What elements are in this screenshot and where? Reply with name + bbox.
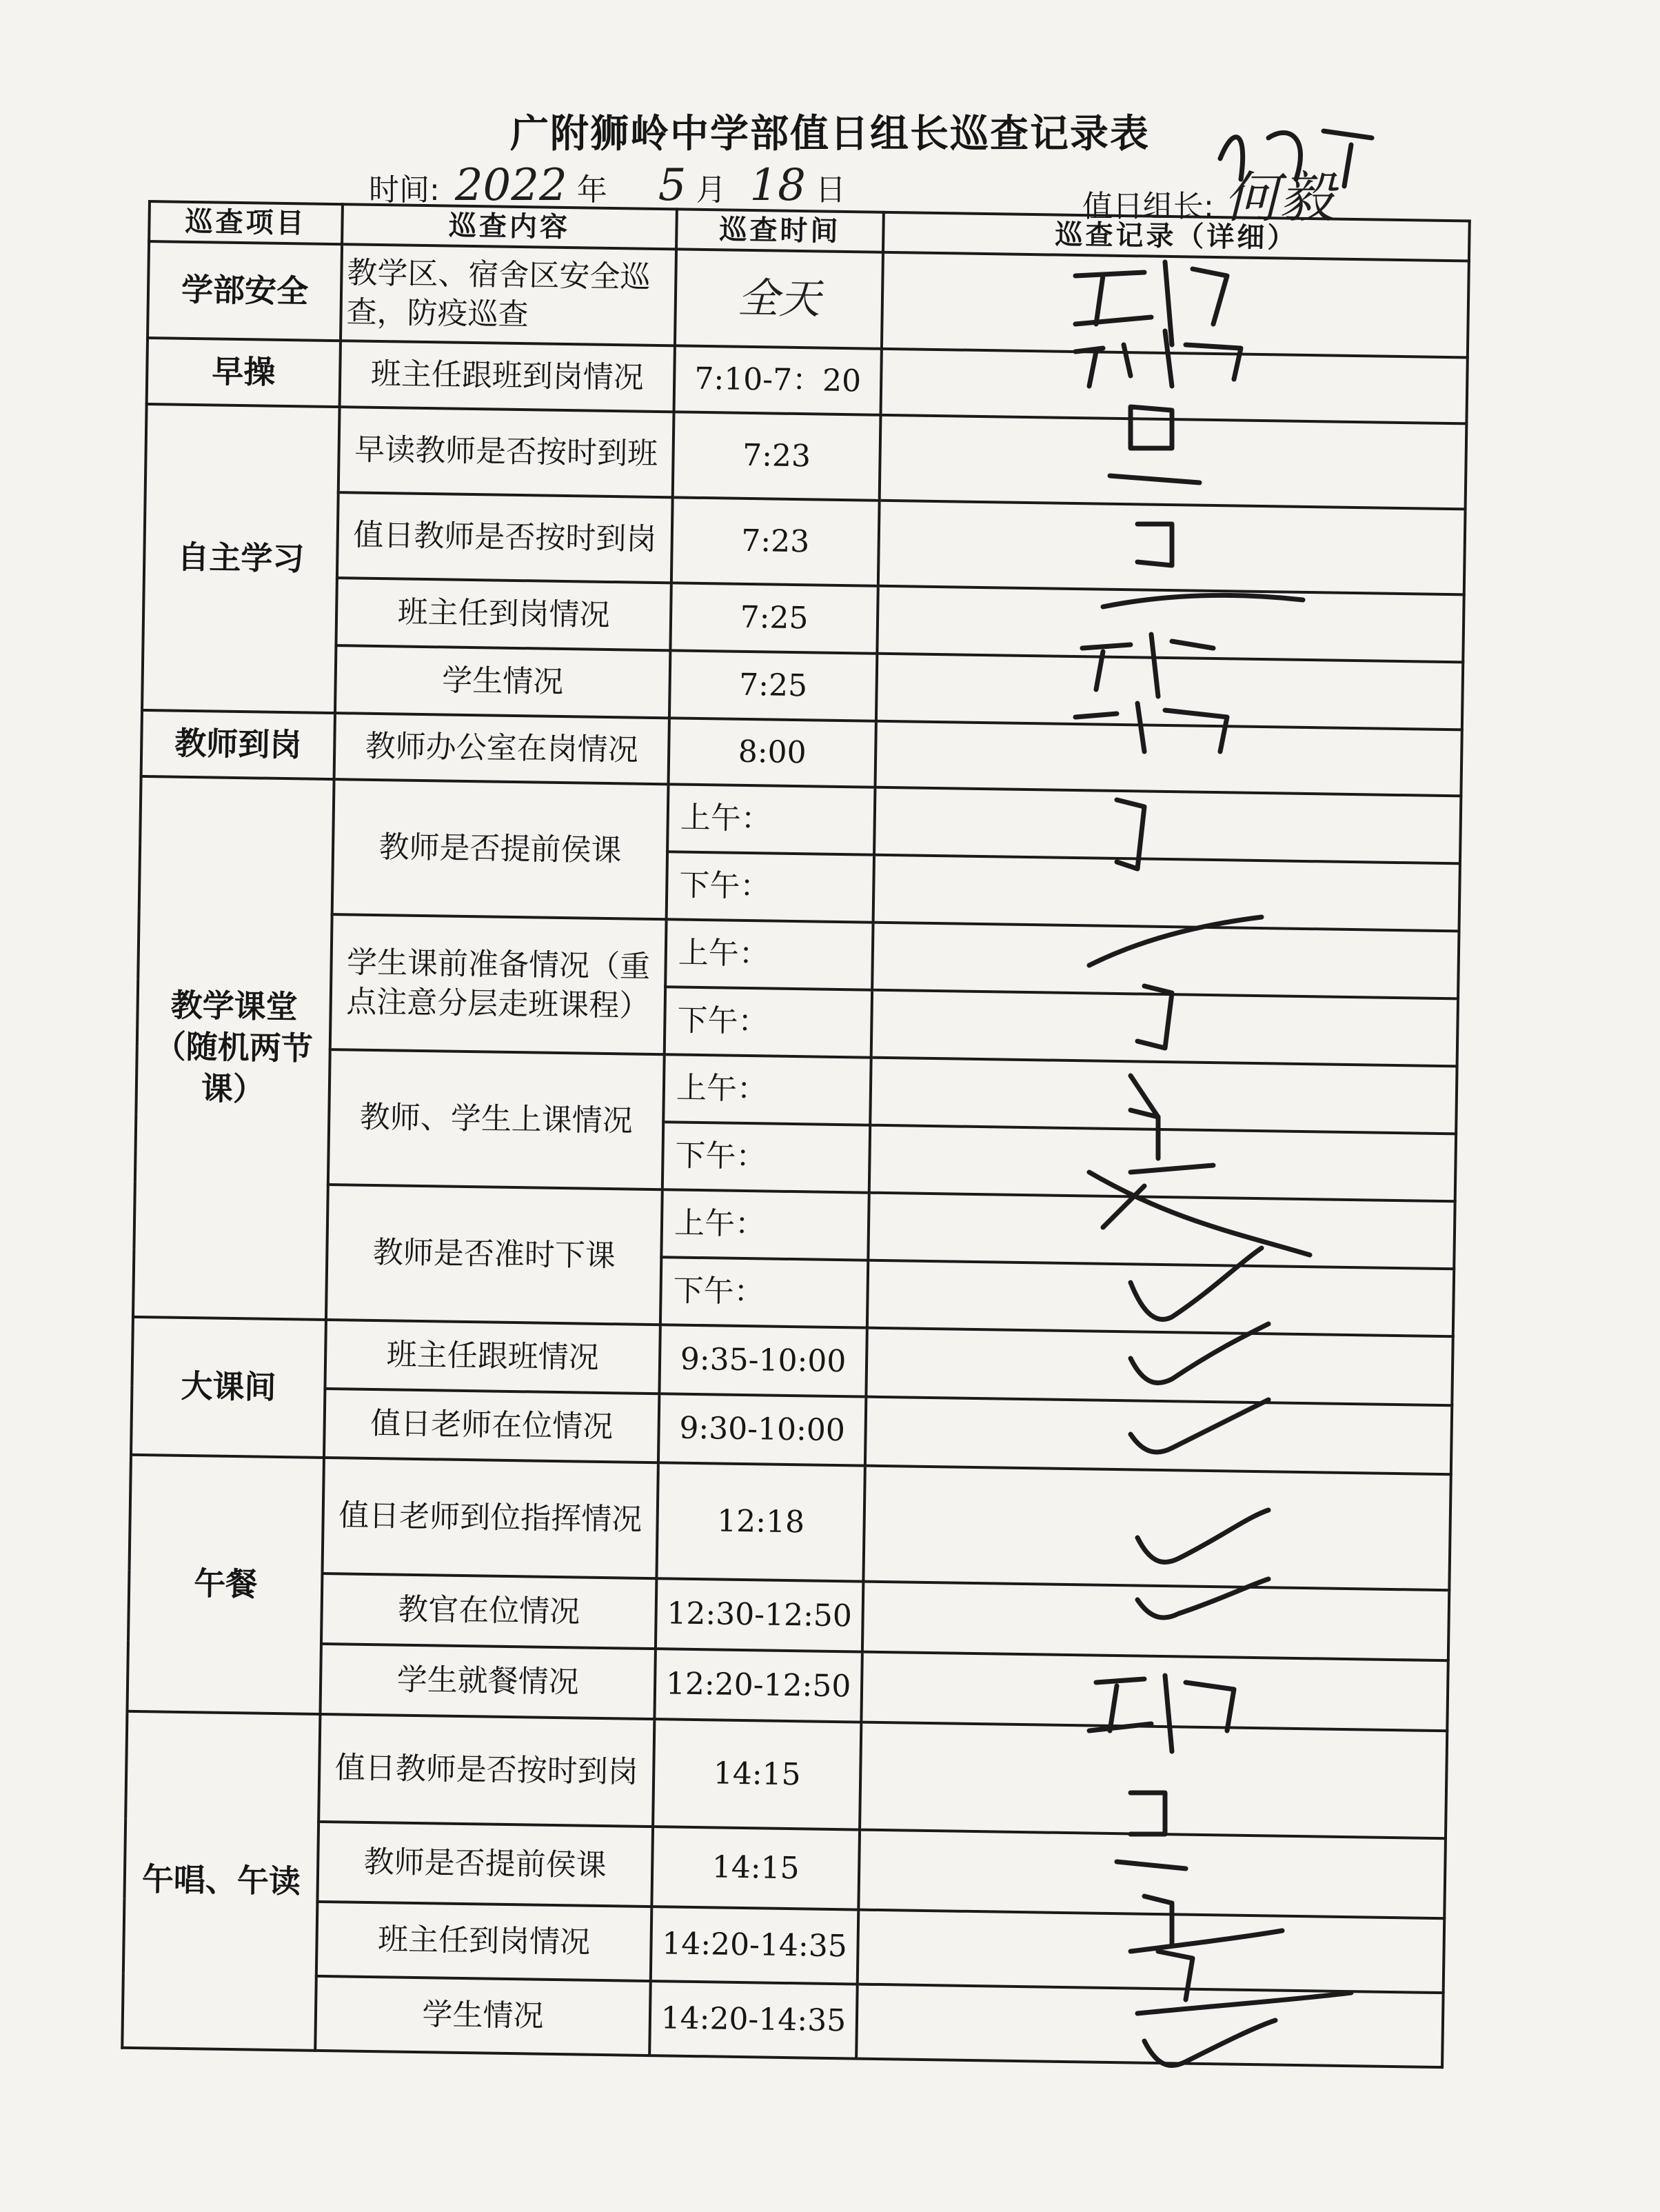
table-row: [130, 1455, 1451, 1590]
time-cell: 12:30-12:50: [656, 1578, 863, 1651]
category-cell: 早操: [147, 338, 341, 407]
content-cell: 教师是否准时下课: [326, 1185, 662, 1325]
content-cell: 教师是否提前侯课: [332, 779, 669, 919]
pm-cell: 下午：: [662, 1122, 870, 1192]
content-cell: 学生就餐情况: [320, 1644, 655, 1719]
content-cell: 班主任跟班到岗情况: [340, 341, 675, 412]
content-cell: 学生情况: [315, 1976, 651, 2055]
time-cell: 12:18: [656, 1462, 864, 1581]
record-cell: [880, 349, 1467, 424]
content-cell: 教官在位情况: [321, 1573, 656, 1649]
category-cell: 教学课堂（随机两节课）: [133, 776, 334, 1320]
pm-cell: 下午：: [660, 1257, 868, 1327]
pm-cell: 下午：: [667, 852, 874, 922]
record-cell: [876, 654, 1463, 730]
am-cell: 上午：: [663, 1054, 871, 1125]
month-unit: 月: [696, 172, 727, 208]
record-cell: [875, 721, 1461, 796]
time-cell: 7:25: [669, 650, 877, 721]
record-cell: [868, 1193, 1455, 1269]
am-cell: 上午：: [665, 919, 873, 989]
time-label: 时间:: [369, 172, 440, 208]
content-cell: 值日老师到位指挥情况: [322, 1458, 658, 1578]
record-cell: [861, 1652, 1448, 1731]
time-cell: 9:30-10:00: [658, 1394, 866, 1465]
year-unit: 年: [576, 172, 607, 208]
content-cell: 教师办公室在岗情况: [334, 713, 669, 784]
record-cell: [872, 923, 1459, 999]
category-cell: 教师到岗: [141, 710, 335, 779]
record-cell: [862, 1582, 1449, 1661]
header-item: 巡查项目: [149, 201, 343, 244]
am-cell: 上午：: [661, 1189, 869, 1260]
category-cell: 午唱、午读: [122, 1711, 320, 2051]
category-cell: 午餐: [127, 1455, 323, 1714]
content-cell: 学生课前准备情况（重点注意分层走班课程）: [330, 914, 667, 1054]
content-cell: 学生情况: [335, 645, 670, 718]
record-cell: [863, 1466, 1450, 1591]
header-content: 巡查内容: [342, 204, 677, 249]
time-cell: 7:23: [673, 412, 881, 500]
month-handwritten: 5: [658, 160, 687, 211]
am-cell: 上午：: [667, 784, 875, 854]
record-cell: [869, 1125, 1456, 1202]
content-cell: 值日老师在位情况: [324, 1389, 659, 1462]
content-cell: 值日教师是否按时到岗: [337, 492, 673, 583]
time-cell: 8:00: [669, 718, 876, 787]
time-cell: 14:20-14:35: [651, 1907, 859, 1984]
table-row: [125, 1711, 1447, 1838]
record-cell: [871, 990, 1458, 1067]
header-record: 巡查记录（详细）: [883, 212, 1470, 261]
time-cell: 14:15: [651, 1827, 860, 1909]
date-line: [369, 160, 846, 211]
record-cell: [880, 415, 1467, 510]
content-cell: 班主任跟班情况: [325, 1320, 660, 1394]
content-cell: 教学区、宿舍区安全巡查，防疫巡查: [341, 244, 676, 345]
table-row: [148, 241, 1469, 357]
time-cell: 全天: [675, 249, 883, 348]
record-cell: [866, 1328, 1452, 1406]
category-cell: 学部安全: [148, 241, 342, 341]
content-cell: 教师、学生上课情况: [328, 1049, 665, 1189]
category-cell: 自主学习: [142, 404, 340, 713]
record-cell: [874, 787, 1461, 864]
record-cell: [858, 1910, 1445, 1993]
content-cell: 教师是否提前侯课: [317, 1822, 653, 1907]
record-cell: [873, 855, 1460, 932]
day-unit: 日: [815, 172, 846, 208]
record-cell: [878, 501, 1466, 595]
content-cell: 值日教师是否按时到岗: [318, 1714, 654, 1827]
leader-label: 值日组长:: [1082, 189, 1214, 224]
time-cell: 14:20-14:35: [649, 1981, 858, 2058]
content-cell: 早读教师是否按时到班: [338, 407, 674, 497]
content-cell: 班主任到岗情况: [316, 1902, 652, 1981]
time-cell: 7:25: [670, 583, 878, 653]
record-cell: [877, 586, 1464, 663]
record-cell: [867, 1260, 1454, 1337]
record-cell: [856, 1984, 1444, 2068]
time-cell: 12:20-12:50: [654, 1649, 862, 1722]
page-title: 广附狮岭中学部值日组长巡查记录表: [510, 112, 1150, 157]
inspection-table: [121, 200, 1471, 2069]
record-cell: [860, 1722, 1447, 1839]
time-cell: 7:10-7：20: [674, 345, 882, 414]
content-cell: 班主任到岗情况: [336, 578, 671, 650]
category-cell: 大课间: [131, 1317, 326, 1458]
record-cell: [870, 1058, 1457, 1134]
record-cell: [882, 252, 1469, 358]
record-cell: [858, 1830, 1446, 1919]
record-cell: [865, 1397, 1452, 1475]
time-cell: 14:15: [653, 1719, 861, 1829]
pm-cell: 下午：: [665, 987, 872, 1057]
time-cell: 7:23: [671, 497, 880, 585]
year-handwritten: 2022: [454, 160, 567, 211]
leader-signature: 何毅: [1223, 165, 1334, 230]
day-handwritten: 18: [749, 160, 806, 211]
time-cell: 9:35-10:00: [659, 1325, 867, 1396]
header-time: 巡查时间: [676, 209, 884, 252]
